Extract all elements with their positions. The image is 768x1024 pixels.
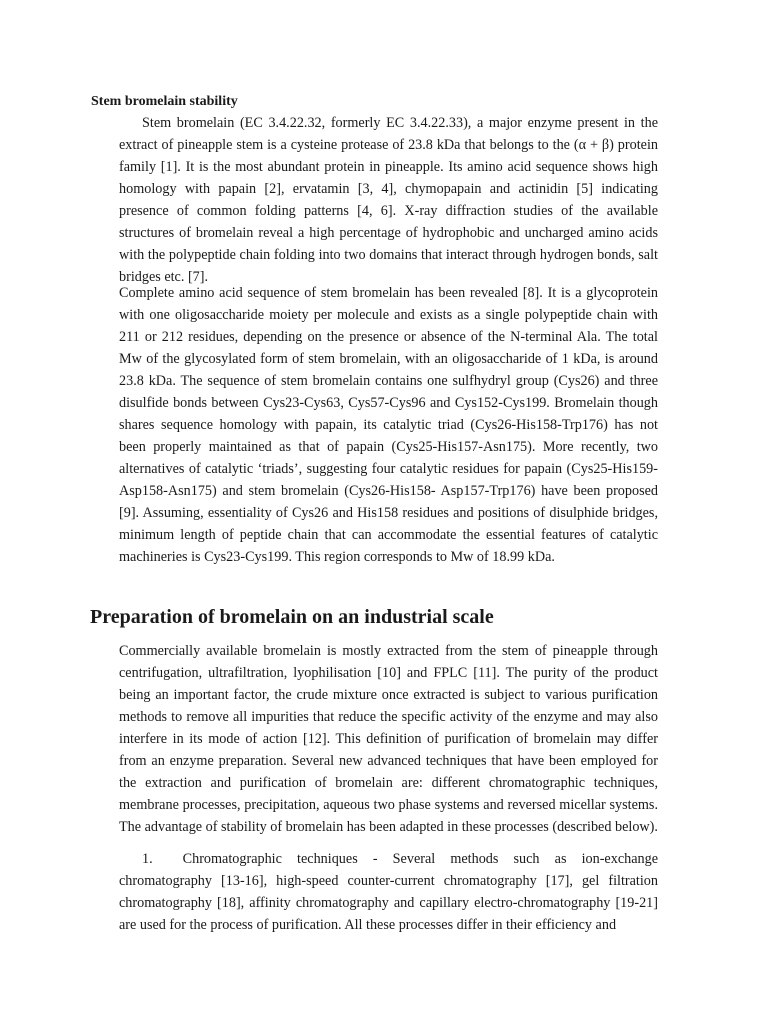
list-item-text: Chromatographic techniques - Several methods such as ion-exchange chromatography [13-16], high-speed counter-current chromatography [17], gel filtration chromatography [18], affinity chromatography and capillary electro-chromatography [19-21] are used for the process of purification. All these processes differ in their efficiency and: [119, 851, 658, 933]
paragraph-commercial-extraction: Commercially available bromelain is mostly extracted from the stem of pineapple through centrifugation, ultrafiltration, lyophilisation [10] and FPLC [11]. The purity of the product being an important factor, the crude mixture once extracted is subject to various purification methods to remove all impurities that reduce the specific activity of the enzyme and may also interfere in its mode of action [12]. This definition of purification of bromelain may differ from an enzyme preparation. Several new advanced techniques that have been employed for the extraction and purification of bromelain are: different chromatographic techniques, membrane processes, precipitation, aqueous two phase systems and reversed micellar systems. The advantage of stability of bromelain has been adapted in these processes (described below).: [119, 643, 658, 835]
section-heading-stem-bromelain-stability: Stem bromelain stability: [91, 94, 238, 109]
list-item-number: 1.: [142, 851, 153, 867]
paragraph-amino-acid-sequence: Complete amino acid sequence of stem bromelain has been revealed [8]. It is a glycoprotein with one oligosaccharide moiety per molecule and exists as a single polypeptide chain with 211 or 212 residues, depending on the presence or absence of the N-terminal Ala. The total Mw of the glycosylated form of stem bromelain, with an oligosaccharide of 1 kDa, is around 23.8 kDa. The sequence of stem bromelain contains one sulfhydryl group (Cys26) and three disulfide bonds between Cys23-Cys63, Cys57-Cys96 and Cys152-Cys199. Bromelain though shares sequence homology with papain, its catalytic triad (Cys26-His158-Trp176) has not been properly maintained as that of papain (Cys25-His157-Asn175). More recently, two alternatives of catalytic ‘triads’, suggesting four catalytic residues for papain (Cys25-His159-Asp158-Asn175) and stem bromelain (Cys26-His158- Asp157-Trp176) have been proposed [9]. Assuming, essentiality of Cys26 and His158 residues and positions of disulphide bridges, minimum length of peptide chain that can accommodate the essential features of catalytic machineries is Cys23-Cys199. This region corresponds to Mw of 18.99 kDa.: [119, 285, 658, 565]
section-heading-industrial-preparation: Preparation of bromelain on an industrial scale: [90, 606, 494, 628]
paragraph-stem-bromelain-intro: Stem bromelain (EC 3.4.22.32, formerly EC 3.4.22.33), a major enzyme present in the extract of pineapple stem is a cysteine protease of 23.8 kDa that belongs to the (α + β) protein family [1]. It is the most abundant protein in pineapple. Its amino acid sequence shows high homology with papain [2], ervatamin [3, 4], chymopapain and actinidin [5] indicating presence of common folding patterns [4, 6]. X-ray diffraction studies of the available structures of bromelain reveal a high percentage of hydrophobic and uncharged amino acids with the polypeptide chain folding into two domains that interact through hydrogen bonds, salt bridges etc. [7].: [119, 115, 658, 285]
list-item-chromatographic-techniques: [119, 848, 658, 936]
